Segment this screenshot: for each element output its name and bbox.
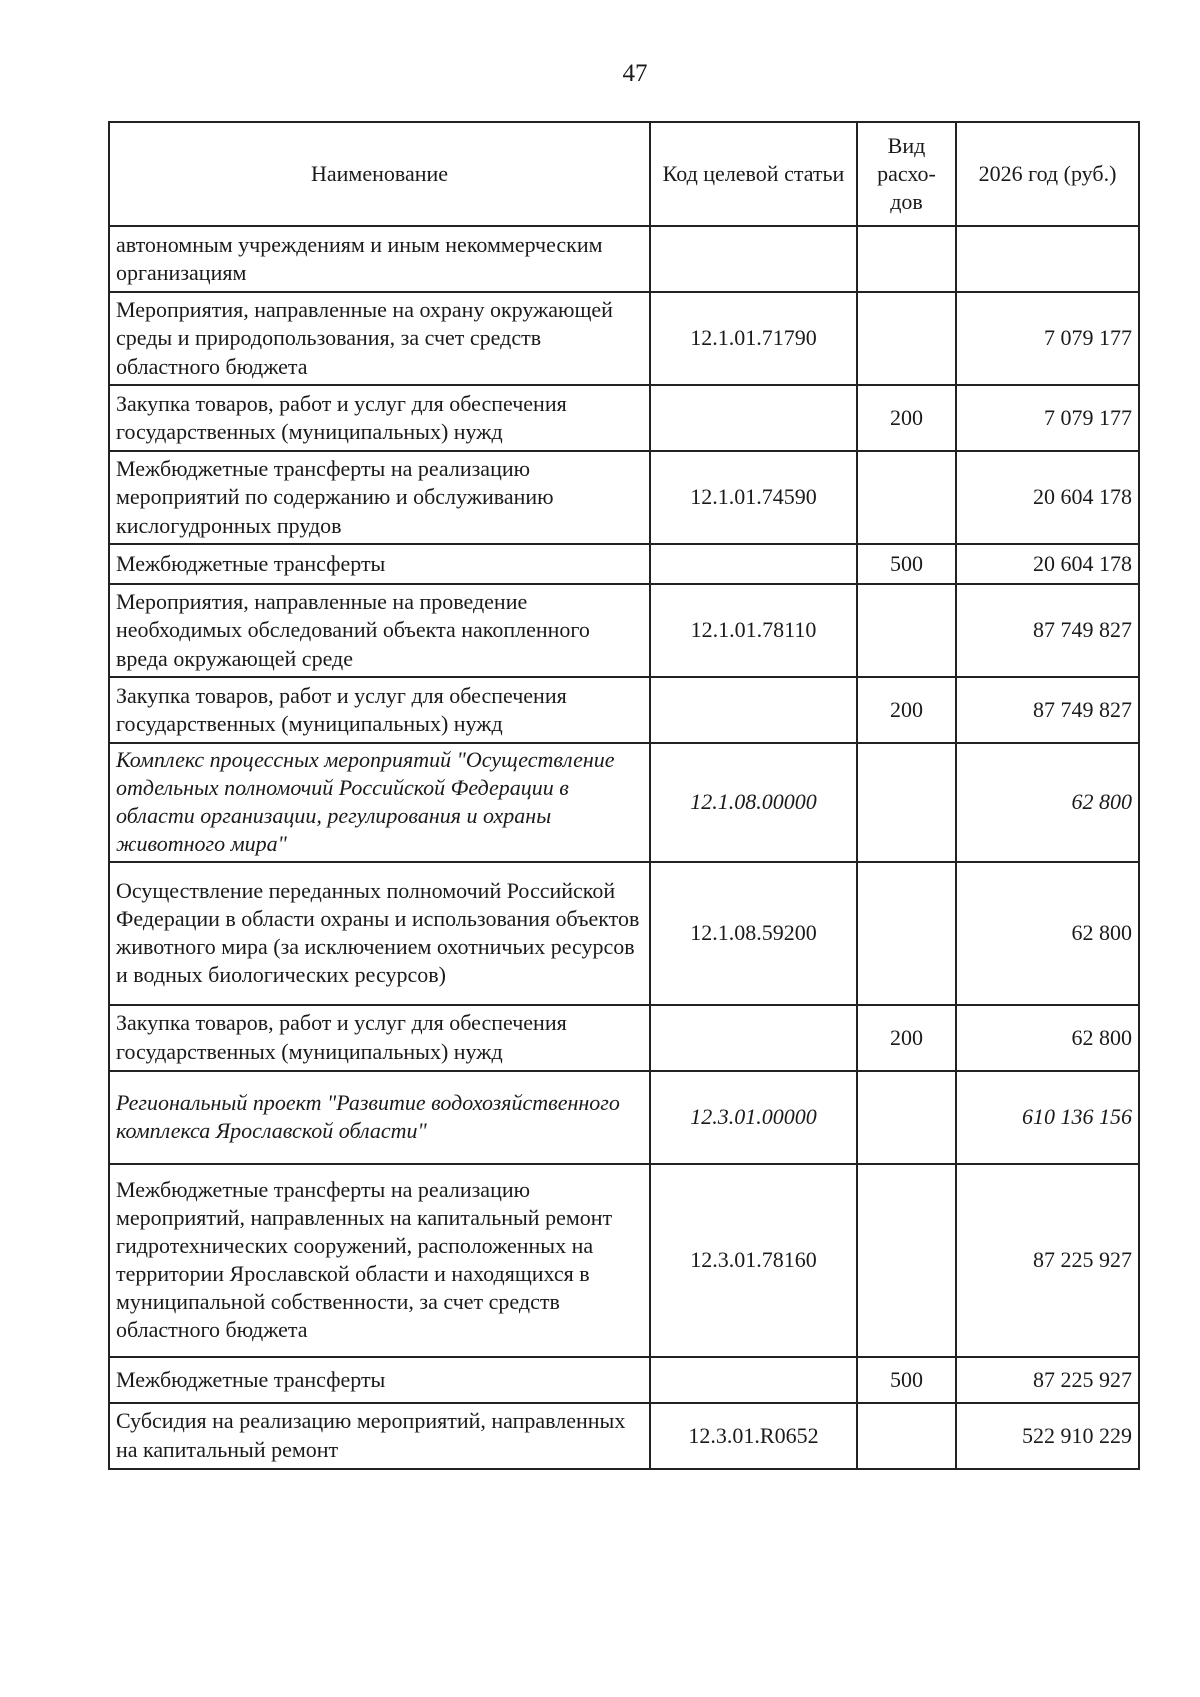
row-sum: 62 800 bbox=[956, 862, 1139, 1005]
row-name: Закупка товаров, работ и услуг для обеспечения государственных (муниципальных) нужд bbox=[109, 677, 650, 743]
table-row bbox=[109, 1164, 1139, 1357]
header-name: Наименование bbox=[109, 122, 650, 226]
row-expense-type bbox=[857, 1403, 956, 1469]
row-expense-type: 500 bbox=[857, 1357, 956, 1403]
row-name: Закупка товаров, работ и услуг для обеспечения государственных (муниципальных) нужд bbox=[109, 1005, 650, 1071]
row-expense-type: 200 bbox=[857, 677, 956, 743]
header-year: 2026 год (руб.) bbox=[956, 122, 1139, 226]
row-name: Межбюджетные трансферты bbox=[109, 544, 650, 584]
table-row bbox=[109, 1357, 1139, 1403]
row-sum: 87 225 927 bbox=[956, 1357, 1139, 1403]
row-code: 12.1.08.59200 bbox=[650, 862, 857, 1005]
row-name: Мероприятия, направленные на проведение необходимых обследований объекта накопленного вреда окружающей среде bbox=[109, 584, 650, 677]
row-name: Межбюджетные трансферты на реализацию мероприятий, направленных на капитальный ремонт гидротехнических сооружений, расположенных на территории Ярославской области и находящихся в муниципальной собственности, за счет средств областного бюджета bbox=[109, 1164, 650, 1357]
table-row bbox=[109, 677, 1139, 743]
row-name: Субсидия на реализацию мероприятий, направленных на капитальный ремонт bbox=[109, 1403, 650, 1469]
row-sum: 62 800 bbox=[956, 1005, 1139, 1071]
row-name: Комплекс процессных мероприятий "Осуществление отдельных полномочий Российской Федерации в области организации, регулирования и охраны животного мира" bbox=[109, 743, 650, 862]
table-row bbox=[109, 292, 1139, 385]
row-name: автономным учреждениям и иным некоммерческим организациям bbox=[109, 226, 650, 292]
table-body bbox=[109, 226, 1139, 1469]
row-code: 12.3.01.00000 bbox=[650, 1071, 857, 1164]
row-expense-type bbox=[857, 226, 956, 292]
table-header-row bbox=[109, 122, 1139, 226]
table-row bbox=[109, 451, 1139, 544]
row-sum: 87 749 827 bbox=[956, 677, 1139, 743]
table-row bbox=[109, 862, 1139, 1005]
row-expense-type bbox=[857, 292, 956, 385]
row-expense-type bbox=[857, 1071, 956, 1164]
row-code: 12.1.01.78110 bbox=[650, 584, 857, 677]
row-code: 12.3.01.78160 bbox=[650, 1164, 857, 1357]
table-row bbox=[109, 1005, 1139, 1071]
table-row bbox=[109, 743, 1139, 862]
row-expense-type bbox=[857, 584, 956, 677]
row-code: 12.3.01.R0652 bbox=[650, 1403, 857, 1469]
row-name: Региональный проект "Развитие водохозяйственного комплекса Ярославской области" bbox=[109, 1071, 650, 1164]
row-code: 12.1.01.71790 bbox=[650, 292, 857, 385]
header-code: Код целевой статьи bbox=[650, 122, 857, 226]
row-expense-type: 200 bbox=[857, 1005, 956, 1071]
row-sum: 522 910 229 bbox=[956, 1403, 1139, 1469]
table-row bbox=[109, 1071, 1139, 1164]
row-code bbox=[650, 544, 857, 584]
table-row bbox=[109, 544, 1139, 584]
row-sum: 7 079 177 bbox=[956, 292, 1139, 385]
row-expense-type bbox=[857, 862, 956, 1005]
row-sum bbox=[956, 226, 1139, 292]
row-expense-type bbox=[857, 1164, 956, 1357]
row-name: Межбюджетные трансферты bbox=[109, 1357, 650, 1403]
table-row bbox=[109, 226, 1139, 292]
table-row bbox=[109, 385, 1139, 451]
budget-table bbox=[108, 121, 1140, 1470]
header-type: Вид расхо- дов bbox=[857, 122, 956, 226]
row-expense-type bbox=[857, 743, 956, 862]
row-expense-type bbox=[857, 451, 956, 544]
row-code bbox=[650, 1005, 857, 1071]
page-number: 47 bbox=[622, 60, 648, 87]
row-sum: 610 136 156 bbox=[956, 1071, 1139, 1164]
row-code bbox=[650, 677, 857, 743]
row-name: Мероприятия, направленные на охрану окружающей среды и природопользования, за счет средств областного бюджета bbox=[109, 292, 650, 385]
row-name: Закупка товаров, работ и услуг для обеспечения государственных (муниципальных) нужд bbox=[109, 385, 650, 451]
row-sum: 7 079 177 bbox=[956, 385, 1139, 451]
table-row bbox=[109, 584, 1139, 677]
row-code: 12.1.01.74590 bbox=[650, 451, 857, 544]
row-sum: 20 604 178 bbox=[956, 451, 1139, 544]
row-expense-type: 500 bbox=[857, 544, 956, 584]
row-code bbox=[650, 1357, 857, 1403]
row-code bbox=[650, 385, 857, 451]
table-row bbox=[109, 1403, 1139, 1469]
row-sum: 20 604 178 bbox=[956, 544, 1139, 584]
row-sum: 87 749 827 bbox=[956, 584, 1139, 677]
row-code: 12.1.08.00000 bbox=[650, 743, 857, 862]
row-name: Межбюджетные трансферты на реализацию мероприятий по содержанию и обслуживанию кислогудронных прудов bbox=[109, 451, 650, 544]
row-sum: 62 800 bbox=[956, 743, 1139, 862]
row-expense-type: 200 bbox=[857, 385, 956, 451]
row-name: Осуществление переданных полномочий Российской Федерации в области охраны и использования объектов животного мира (за исключением охотничьих ресурсов и водных биологических ресурсов) bbox=[109, 862, 650, 1005]
row-code bbox=[650, 226, 857, 292]
row-sum: 87 225 927 bbox=[956, 1164, 1139, 1357]
